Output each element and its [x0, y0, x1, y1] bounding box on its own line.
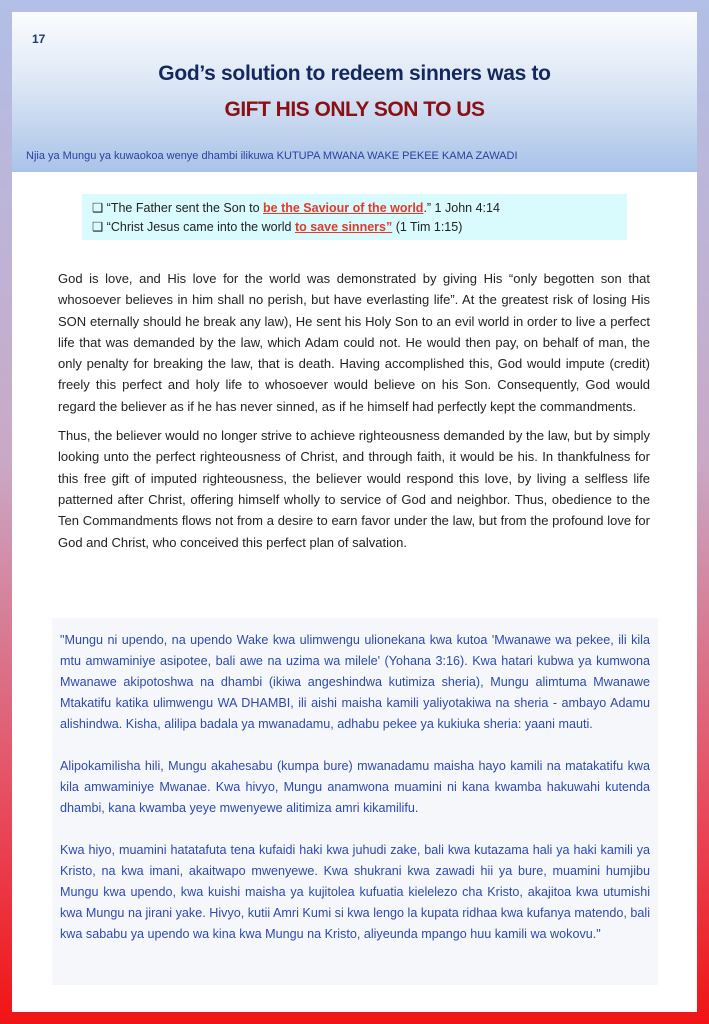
title-line-2: GIFT HIS ONLY SON TO US [224, 98, 485, 121]
title-line-1: God’s solution to redeem sinners was to [158, 62, 551, 85]
page [12, 12, 697, 1012]
english-body [58, 268, 650, 561]
swahili-paragraph: Kwa hiyo, muamini hatatafuta tena kufaidi haki kwa juhudi zake, bali kwa kutazama hali ya haki kamili ya Kristo, na kwa imani, akaitwapo mwenyewe. Kwa shukrani kwa zawadi hii ya bure, muamini humjibu Mungu kwa upendo, kwa kuishi maisha ya kujitolea kufuatia kielelezo cha Kristo, akajitoa kwa utumishi kwa Mungu na jirani yake. Hivyo, kutii Amri Kumi si kwa lengo la kupata ridhaa kwa kufanya matendo, bali kwa sababu ya upendo wa kina kwa Mungu na Kristo, aliyeunda mpango huu kamili wa wokovu." [60, 843, 650, 941]
verse-text: ❑ “Christ Jesus came into the world [92, 220, 295, 234]
verse-ref: .” 1 John 4:14 [423, 201, 500, 215]
paragraph: Thus, the believer would no longer strive to achieve righteousness demanded by the law, but by simply looking unto the perfect righteousness of Christ, and through faith, it would be his. In thankfulness for this free gift of imputed righteousness, the believer would respond this love, by living a selfless life patterned after Christ, offering himself wholly to service of God and neighbor. Thus, obedience to the Ten Commandments flows not from a desire to earn favor under the law, but from the profound love for God and Christ, who conceived this perfect plan of salvation. [58, 428, 650, 550]
verse-1 [92, 199, 627, 218]
paragraph: God is love, and His love for the world was demonstrated by giving His “only begotten son that whosoever believes in him shall no perish, but have everlasting life”. At the greatest risk of losing His SON eternally should he break any law), He sent his Holy Son to an evil world in order to live a perfect life that was demanded by the law, which Adam could not. He would then pay, on behalf of man, the only penalty for breaking the law, that is death. Having accomplished this, God would impute (credit) freely this perfect and holy life to whosoever would believe on his Son. Consequently, God would regard the believer as if he has never sinned, as if he himself had perfectly kept the commandments. [58, 271, 650, 414]
verse-box [82, 194, 627, 240]
verse-ref: (1 Tim 1:15) [392, 220, 463, 234]
verse-2 [92, 218, 627, 237]
swahili-box [52, 618, 658, 985]
page-number: 17 [32, 32, 46, 46]
verse-highlight: be the Saviour of the world [263, 201, 424, 215]
verse-text: ❑ “The Father sent the Son to [92, 201, 264, 215]
swahili-paragraph: "Mungu ni upendo, na upendo Wake kwa ulimwengu ulionekana kwa kutoa 'Mwanawe wa pekee, ili kila mtu amwaminiye asipotee, bali awe na uzima wa milele' (Yohana 3:16). Kwa hatari kubwa ya kumwona Mwanawe akipotoshwa na dhambi (ikiwa angeshindwa kutimiza sheria), Mungu alimtuma Mwanawe Mtakatifu katika ulimwengu WA DHAMBI, ili aishi maisha kamili yaliyotakiwa na sheria - ambayo Adamu alishindwa. Kisha, alilipa badala ya mwanadamu, adhabu pekee ya kukiuka sheria: yaani mauti. [60, 633, 650, 731]
subtitle: Njia ya Mungu ya kuwaokoa wenye dhambi ilikuwa KUTUPA MWANA WAKE PEKEE KAMA ZAWADI [26, 150, 518, 162]
swahili-paragraph: Alipokamilisha hili, Mungu akahesabu (kumpa bure) mwanadamu maisha hayo kamili na matakatifu kwa kila amwaminiye Mwanae. Kwa hivyo, Mungu anamwona muamini ni kana kwamba hakuwahi kutenda dhambi, kana kwamba yeye mwenyewe alitimiza amri kikamilifu. [60, 759, 650, 815]
header-band [12, 12, 697, 172]
verse-highlight: to save sinners” [294, 220, 393, 234]
